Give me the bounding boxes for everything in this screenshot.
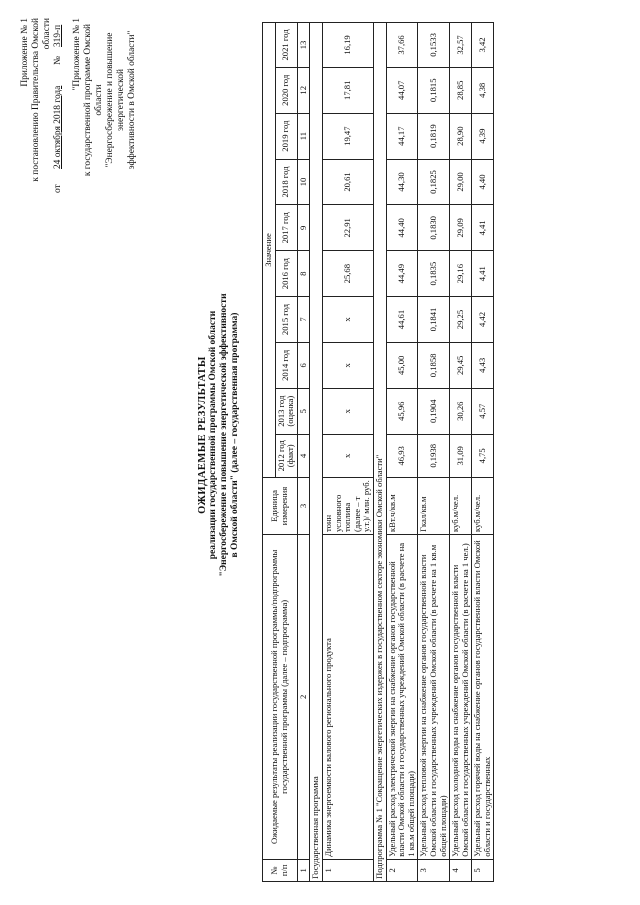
row-number: 5 xyxy=(472,859,494,881)
subprogram-1-title: Подпрограмма № 1 "Сокращение энергетических издержек в государственном секторе экономики Омской области" xyxy=(373,23,386,882)
row-value: 44,61 xyxy=(386,297,418,343)
year-header: 2013 год (оценка) xyxy=(275,388,297,434)
year-header: 2014 год xyxy=(275,342,297,388)
header-unit: Единица измерения xyxy=(263,478,298,535)
row-unit: Гкал/кв.м xyxy=(418,478,450,535)
row-value: 44,40 xyxy=(386,205,418,251)
orig-appendix-line2: к государственной программе Омской области xyxy=(83,23,104,177)
section-row xyxy=(310,23,323,882)
row-number: 4 xyxy=(450,859,472,881)
row-value: 20,61 xyxy=(322,159,373,205)
row-value: 0,1815 xyxy=(418,67,450,113)
column-number: 6 xyxy=(297,342,310,388)
year-header: 2015 год xyxy=(275,297,297,343)
row-value: 25,68 xyxy=(322,251,373,297)
row-value: 29,00 xyxy=(450,159,472,205)
order-date: 24 октября 2018 года xyxy=(53,85,63,169)
column-number: 13 xyxy=(297,23,310,68)
column-number: 2 xyxy=(297,535,310,860)
row-unit: тонн условного топлива (далее – т у.т.)/ млн. руб. xyxy=(322,478,373,535)
table-row xyxy=(418,23,450,882)
row-value: 19,47 xyxy=(322,113,373,159)
row-value: 16,19 xyxy=(322,23,373,68)
row-number: 3 xyxy=(418,859,450,881)
row-value: 4,75 xyxy=(472,434,494,477)
appendix-header xyxy=(20,18,65,193)
row-value: 4,41 xyxy=(472,205,494,251)
column-number: 10 xyxy=(297,159,310,205)
results-table xyxy=(262,22,494,882)
date-prefix: от xyxy=(53,184,63,193)
row-value: 4,39 xyxy=(472,113,494,159)
year-header: 2017 год xyxy=(275,205,297,251)
column-number: 7 xyxy=(297,297,310,343)
column-number: 5 xyxy=(297,388,310,434)
row-value: 29,09 xyxy=(450,205,472,251)
column-number: 12 xyxy=(297,67,310,113)
header-value: Значение xyxy=(263,23,276,478)
order-number: 319-п xyxy=(53,24,63,47)
row-value: 45,00 xyxy=(386,342,418,388)
number-prefix: № xyxy=(53,56,63,65)
year-header: 2020 год xyxy=(275,67,297,113)
title-line2: реализации государственной программы Омской области xyxy=(208,310,218,560)
column-number: 9 xyxy=(297,205,310,251)
row-value: 44,30 xyxy=(386,159,418,205)
orig-appendix-line1: "Приложение № 1 xyxy=(72,18,82,91)
row-value: 3,42 xyxy=(472,23,494,68)
row-unit: кВт.ч/кв.м xyxy=(386,478,418,535)
title-line4: в Омской области" (далее – государственная программа) xyxy=(230,312,240,558)
appendix-line1: Приложение № 1 xyxy=(20,18,30,87)
row-value: 0,1835 xyxy=(418,251,450,297)
column-numbers-row xyxy=(297,23,310,882)
row-value: 46,93 xyxy=(386,434,418,477)
row-value: 0,1825 xyxy=(418,159,450,205)
row-value: 0,1938 xyxy=(418,434,450,477)
row-indicator: Удельный расход холодной воды на снабжение органов государственной власти Омской области и государственных учреждений Омской области (в расчете на 1 чел.) xyxy=(450,535,472,860)
column-number: 1 xyxy=(297,859,310,881)
row-value: 44,07 xyxy=(386,67,418,113)
row-indicator: Удельный расход тепловой энергии на снабжение органов государственной власти Омской области и государственных учреждений Омской области (в расчете на 1 кв.м общей площади) xyxy=(418,535,450,860)
year-header: 2021 год xyxy=(275,23,297,68)
row-unit: куб.м/чел. xyxy=(450,478,472,535)
row-value: х xyxy=(322,434,373,477)
table-row xyxy=(472,23,494,882)
row-value: 4,57 xyxy=(472,388,494,434)
row-value: 28,90 xyxy=(450,113,472,159)
header-results: Ожидаемые результаты реализации государственной программы/подпрограммы государственной программы (далее – подпрограмма) xyxy=(263,535,298,860)
row-indicator: Динамика энергоемкости валового регионального продукта xyxy=(322,535,373,860)
appendix-line2: к постановлению Правительства Омской области xyxy=(31,18,52,182)
year-header: 2019 год xyxy=(275,113,297,159)
row-value: х xyxy=(322,388,373,434)
row-value: 0,1533 xyxy=(418,23,450,68)
table-header-row-1 xyxy=(263,23,276,882)
row-value: 17,81 xyxy=(322,67,373,113)
row-value: 4,40 xyxy=(472,159,494,205)
subprogram-row xyxy=(373,23,386,882)
year-header: 2012 год (факт) xyxy=(275,434,297,477)
title-line3: "Энергосбережение и повышение энергетической эффективности xyxy=(219,293,229,577)
row-value: 4,43 xyxy=(472,342,494,388)
row-value: 0,1830 xyxy=(418,205,450,251)
row-value: 29,16 xyxy=(450,251,472,297)
row-unit: куб.м/чел. xyxy=(472,478,494,535)
row-value: 0,1841 xyxy=(418,297,450,343)
row-value: 29,25 xyxy=(450,297,472,343)
row-value: 28,85 xyxy=(450,67,472,113)
column-number: 8 xyxy=(297,251,310,297)
column-number: 11 xyxy=(297,113,310,159)
row-value: 45,96 xyxy=(386,388,418,434)
row-value: 37,66 xyxy=(386,23,418,68)
orig-appendix-line3: "Энергосбережение и повышение энергетической xyxy=(105,32,126,168)
row-value: 22,91 xyxy=(322,205,373,251)
appendix-order-line xyxy=(53,18,65,193)
column-number: 4 xyxy=(297,434,310,477)
row-indicator: Удельный расход горячей воды на снабжение органов государственной власти Омской области и государственных xyxy=(472,535,494,860)
table-row xyxy=(322,23,373,882)
row-value: 0,1904 xyxy=(418,388,450,434)
row-value: 30,26 xyxy=(450,388,472,434)
year-header: 2018 год xyxy=(275,159,297,205)
row-value: 29,45 xyxy=(450,342,472,388)
header-no: № п/п xyxy=(263,859,298,881)
column-number: 3 xyxy=(297,478,310,535)
table-row xyxy=(386,23,418,882)
table-body-subprogram xyxy=(386,23,494,882)
row-value: 32,57 xyxy=(450,23,472,68)
row-value: 31,09 xyxy=(450,434,472,477)
row-number: 1 xyxy=(322,859,373,881)
orig-appendix-line4: эффективности в Омской области" xyxy=(127,30,137,170)
row-number: 2 xyxy=(386,859,418,881)
original-appendix-header xyxy=(72,18,138,182)
document-title xyxy=(197,165,241,705)
title-line1: ОЖИДАЕМЫЕ РЕЗУЛЬТАТЫ xyxy=(197,356,208,514)
row-value: 4,38 xyxy=(472,67,494,113)
row-value: 44,49 xyxy=(386,251,418,297)
row-value: х xyxy=(322,342,373,388)
table-row xyxy=(450,23,472,882)
row-value: 4,41 xyxy=(472,251,494,297)
row-value: 0,1819 xyxy=(418,113,450,159)
year-header: 2016 год xyxy=(275,251,297,297)
row-value: х xyxy=(322,297,373,343)
row-indicator: Удельный расход электрической энергии на снабжение органов государственной власти Омской области и государственных учреждений Омской области (в расчете на 1 кв.м общей площади) xyxy=(386,535,418,860)
row-value: 0,1858 xyxy=(418,342,450,388)
section-state-program: Государственная программа xyxy=(310,23,323,882)
row-value: 4,42 xyxy=(472,297,494,343)
table-body-state xyxy=(322,23,373,882)
row-value: 44,17 xyxy=(386,113,418,159)
